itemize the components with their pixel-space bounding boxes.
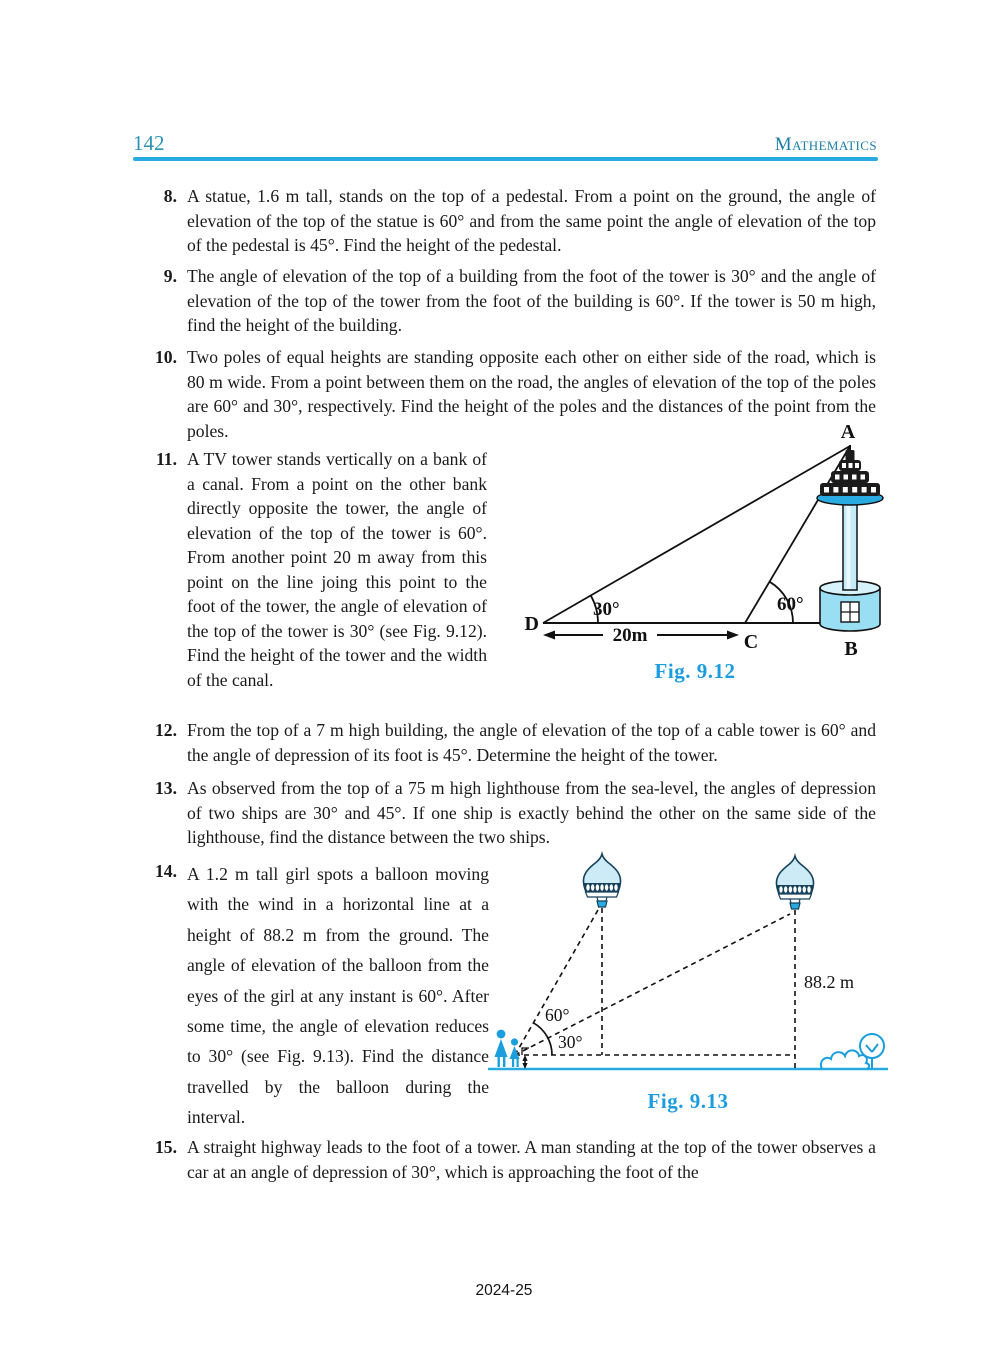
angle-label-30: 30° — [558, 1032, 583, 1052]
point-label-B: B — [844, 638, 858, 660]
problem-item-14 — [133, 859, 489, 1133]
balloon-left-icon — [583, 854, 620, 907]
girl-height-arrow — [522, 1055, 527, 1069]
problem-number: 9. — [163, 266, 177, 286]
problem-number: 14. — [155, 861, 177, 881]
problem-text: The angle of elevation of the top of a building from the foot of the tower is 30° and the angle of elevation of the top of the tower from the foot of the building is 60°. If the tower is 50 m high, find the height of the building. — [187, 266, 876, 335]
problem-number: 13. — [155, 778, 177, 798]
problem-text: A 1.2 m tall girl spots a balloon moving with the wind in a horizontal line at a height of 88.2 m from the ground. The angle of elevation of the balloon from the eyes of the girl at any instant is 60°. After some time, the angle of elevation reduces to 30° (see Fig. 9.13). Find the distance travelled by the balloon during the interval. — [187, 864, 489, 1128]
angle-label-60: 60° — [777, 594, 804, 615]
problem-item-11 — [133, 447, 487, 692]
problem-number: 12. — [155, 720, 177, 740]
problem-number: 15. — [155, 1137, 177, 1157]
figure-9-13-caption: Fig. 9.13 — [647, 1089, 729, 1113]
problem-text: Two poles of equal heights are standing opposite each other on either side of the road, which is 80 m wide. From a point between them on the road, the angles of elevation of the top of the poles are 60° and 30°, respectively. Find the height of the poles and the distances of the point from the poles. — [187, 347, 876, 441]
header-rule — [133, 157, 878, 161]
problem-text: A TV tower stands vertically on a bank of a canal. From a point on the other bank directly opposite the tower, the angle of elevation of the top of the tower is 60°. From another point 20 m away from this point on the line joing this point to the foot of the tower, the angle of elevation of the top of the tower is 30° (see Fig. 9.12). Find the height of the tower and the width of the canal. — [187, 449, 487, 690]
problem-number: 8. — [163, 186, 177, 206]
angle-label-30: 30° — [593, 599, 620, 620]
problem-text: A statue, 1.6 m tall, stands on the top of a pedestal. From a point on the ground, the angle of elevation of the top of the statue is 60° and from the same point the angle of elevation of the top of the pedestal is 45°. Find the height of the pedestal. — [187, 186, 876, 255]
footer-edition: 2024-25 — [475, 1282, 533, 1299]
chapter-header-title: Mathematics — [774, 134, 877, 155]
bushes-icon — [821, 1034, 884, 1069]
figure-9-12-caption: Fig. 9.12 — [654, 659, 736, 683]
height-label-88-2m: 88.2 m — [804, 972, 855, 992]
balloon-right-icon — [776, 856, 813, 909]
problem-item-12 — [133, 718, 876, 767]
problem-text: From the top of a 7 m high building, the angle of elevation of the top of a cable tower is 60° and the angle of depression of its foot is 45°. Determine the height of the tower. — [187, 720, 876, 765]
problem-text: As observed from the top of a 75 m high lighthouse from the sea-level, the angles of depression of two ships are 30° and 45°. If one ship is exactly behind the other on the same side of the lighthouse, find the distance between the two ships. — [187, 778, 876, 847]
figure-9-13 — [488, 850, 888, 1090]
fig-9-13-diagram — [488, 850, 888, 1090]
girl-figure — [495, 1030, 520, 1067]
figure-9-12 — [505, 418, 885, 668]
problem-item-13 — [133, 776, 876, 850]
point-label-D: D — [524, 613, 539, 635]
tv-tower-illustration — [817, 445, 883, 631]
problem-text: A straight highway leads to the foot of a tower. A man standing at the top of the tower observes a car at an angle of depression of 30°, which is approaching the foot of the — [187, 1137, 876, 1182]
problem-item-9 — [133, 264, 876, 338]
fig-9-12-diagram — [505, 418, 885, 668]
problem-number: 11. — [155, 449, 177, 469]
angle-label-60: 60° — [545, 1005, 570, 1025]
distance-label-20m: 20m — [612, 625, 648, 646]
page-number: 142 — [133, 131, 165, 155]
point-label-C: C — [743, 631, 759, 653]
problem-item-15 — [133, 1135, 876, 1184]
point-label-A: A — [840, 421, 856, 443]
problem-item-8 — [133, 184, 876, 258]
problem-number: 10. — [155, 347, 177, 367]
